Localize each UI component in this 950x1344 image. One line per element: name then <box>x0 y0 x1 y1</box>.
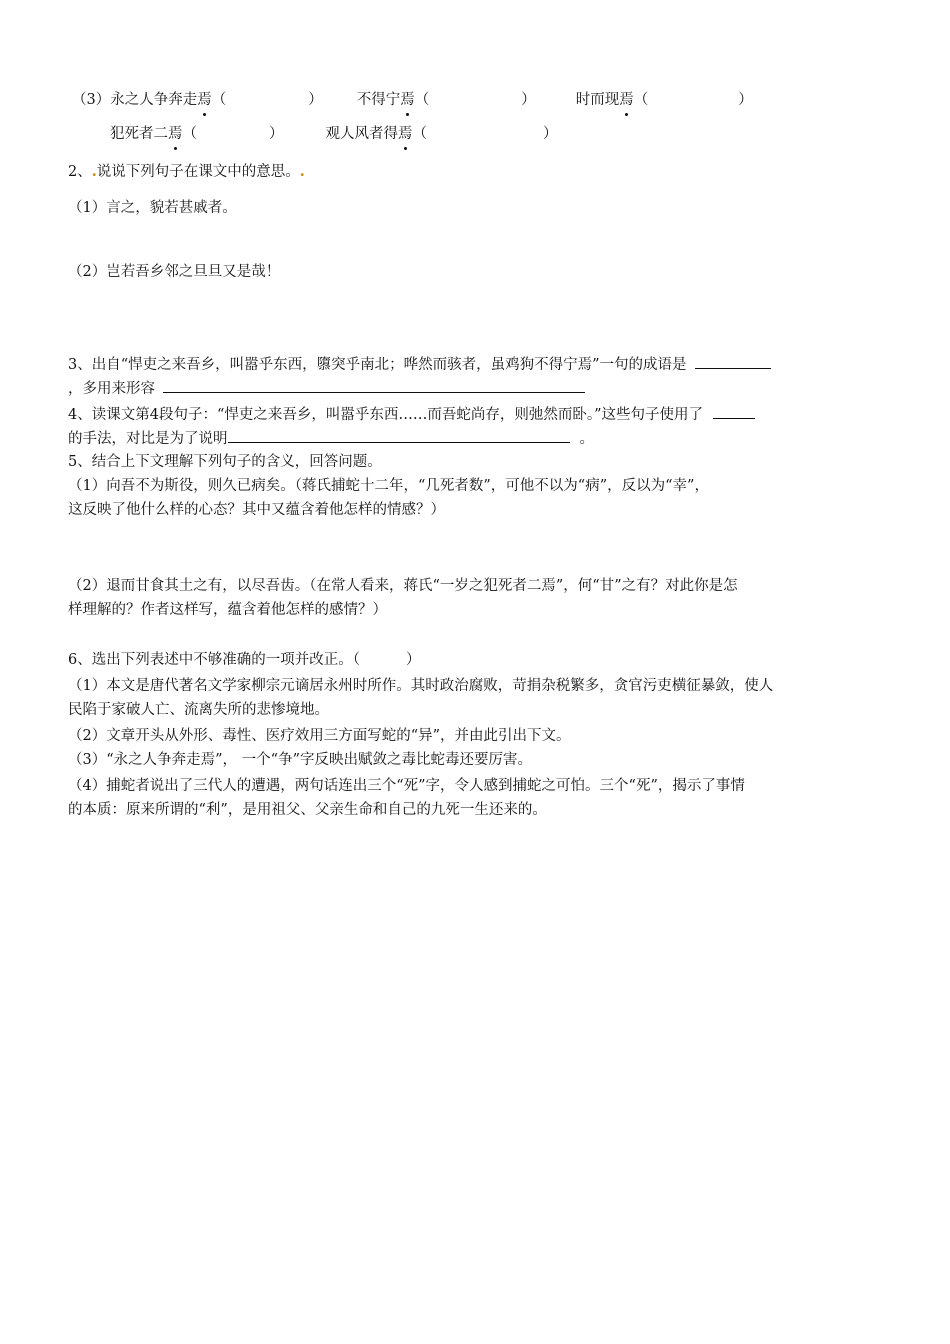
q1-3-e-text: 观人风者得 <box>325 126 398 142</box>
q2-sentence-2: （2）岂若吾乡邻之旦旦又是哉！ <box>68 264 281 280</box>
q5-s2-line-2: 样理解的？作者这样写，蕴含着他怎样的感情？） <box>68 602 387 618</box>
q3-line-2 <box>68 378 585 399</box>
q4-text-1: 4、读课文第4段句子：“悍吏之来吾乡，叫嚣乎东西……而吾蛇尚存，则弛然而卧。”这些句子使用了 <box>68 407 704 423</box>
q1-3-row2 <box>110 124 558 144</box>
q1-3-d-close: ） <box>269 126 284 142</box>
q5-title: 5、结合上下文理解下列句子的含义，回答问题。 <box>68 454 382 470</box>
q2-mark: . <box>91 163 97 180</box>
q1-3-d-open: （ <box>182 126 197 142</box>
q1-3-b-text: 不得宁 <box>356 92 401 108</box>
q1-3-e-dotted: 焉 <box>398 126 413 142</box>
q6-title <box>68 650 420 670</box>
q1-3-a-open: （ <box>211 92 227 108</box>
q2-number: 2、 <box>68 164 92 180</box>
q6-title-close: ） <box>405 652 421 668</box>
q1-3-c-dotted: 焉 <box>619 92 634 108</box>
q4-line-1 <box>68 404 755 425</box>
q3-text-2: ，多用来形容 <box>68 381 155 397</box>
q1-3-row1 <box>72 90 753 110</box>
q1-3-d-text: 犯死者二 <box>110 126 168 142</box>
q1-3-a-close: ） <box>308 92 323 108</box>
q1-3-b-dotted: 焉 <box>400 92 415 108</box>
q2-sentence-1: （1）言之，貌若甚戚者。 <box>68 200 237 216</box>
q6-option-1-line-1: （1）本文是唐代著名文学家柳宗元谪居永州时所作。其时政治腐败，苛捐杂税繁多，贪官污吏横征暴敛，使人 <box>68 678 774 694</box>
q6-option-1-line-2: 民陷于家破人亡、流离失所的悲惨境地。 <box>68 702 329 718</box>
q1-3-e-open: （ <box>412 126 427 142</box>
q2-tail-mark: . <box>299 163 305 180</box>
q1-3-a-text: （3）永之人争奔走 <box>72 92 198 108</box>
q4-end: 。 <box>579 431 594 447</box>
q6-option-4-line-2: 的本质：原来所谓的“利”，是用祖父、父亲生命和自己的九死一生还来的。 <box>68 802 547 818</box>
q4-text-2: 的手法，对比是为了说明 <box>68 431 228 447</box>
q5-s1-line-1: （1）向吾不为斯役，则久已病矣。（蒋氏捕蛇十二年，“几死者数”，可他不以为“病”，反以为“幸”， <box>68 478 709 494</box>
q1-3-b-open: （ <box>414 92 430 108</box>
q3-blank-2[interactable] <box>163 378 585 393</box>
q1-3-d-dotted: 焉 <box>168 126 183 142</box>
q1-3-c-close: ） <box>738 92 753 108</box>
q4-blank-1[interactable] <box>713 404 755 419</box>
q2-title-text: 说说下列句子在课文中的意思。 <box>96 164 300 180</box>
q1-3-e-close: ） <box>543 126 558 142</box>
q5-s2-line-1: （2）退而甘食其土之有，以尽吾齿。（在常人看来，蒋氏“一岁之犯死者二焉”，何“甘”之有？对此你是怎 <box>68 578 738 594</box>
q1-3-b-close: ） <box>521 92 536 108</box>
q4-line-2 <box>68 428 594 449</box>
q1-3-a-dotted: 焉 <box>197 92 212 108</box>
q6-title-text: 6、选出下列表述中不够准确的一项并改正。（ <box>68 652 360 668</box>
q3-line-1 <box>68 354 771 375</box>
q1-3-c-text: 时而现 <box>575 92 620 108</box>
q6-option-4-line-1: （4）捕蛇者说出了三代人的遭遇，两句话连出三个“死”字，令人感到捕蛇之可怕。三个“死”，揭示了事情 <box>68 778 745 794</box>
q2-title <box>68 162 305 182</box>
q5-s1-line-2: 这反映了他什么样的心态？其中又蕴含着他怎样的情感？） <box>68 502 445 518</box>
q3-text-1: 3、出自“悍吏之来吾乡，叫嚣乎东西，隳突乎南北；哗然而骇者，虽鸡狗不得宁焉”一句的成语是 <box>68 357 687 373</box>
q6-option-2: （2）文章开头从外形、毒性、医疗效用三方面写蛇的“异”，并由此引出下文。 <box>68 728 571 744</box>
q4-blank-2[interactable] <box>228 428 570 443</box>
q1-3-c-open: （ <box>633 92 649 108</box>
q6-option-3: （3）“永之人争奔走焉”， 一个“争”字反映出赋敛之毒比蛇毒还要厉害。 <box>68 752 532 768</box>
q3-blank-1[interactable] <box>695 354 771 369</box>
